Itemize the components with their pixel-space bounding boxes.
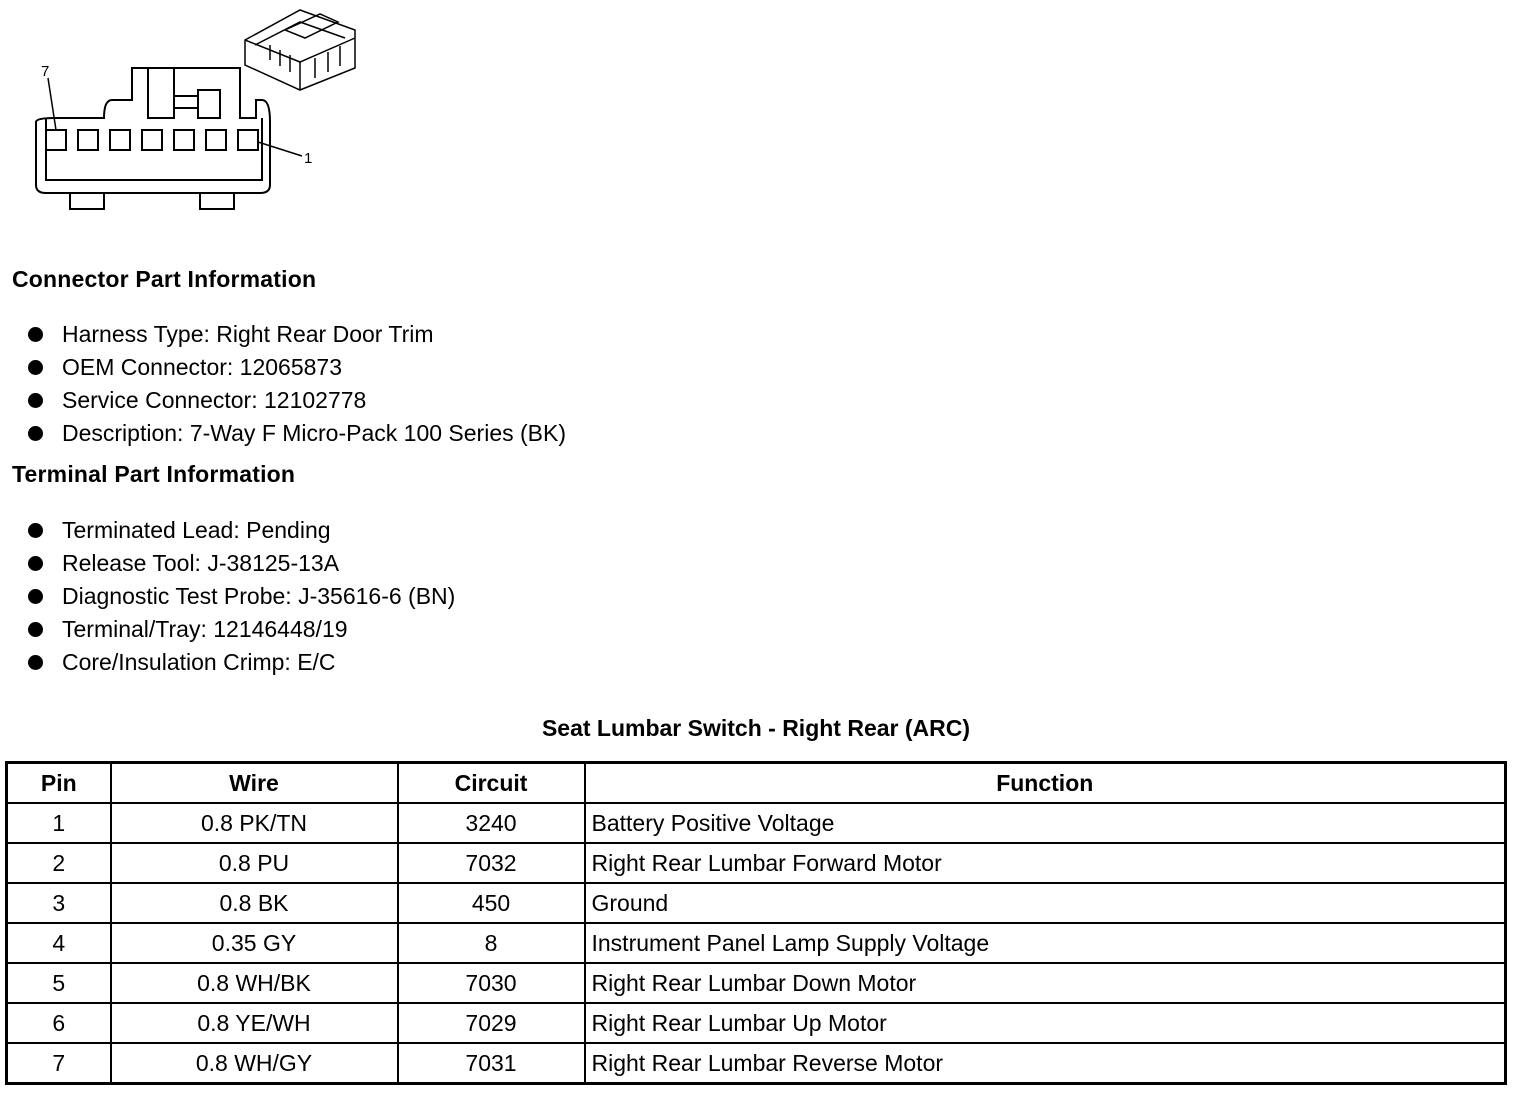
bullet-icon <box>28 556 43 571</box>
cell-function: Right Rear Lumbar Reverse Motor <box>585 1043 1506 1084</box>
connector-face-diagram <box>0 0 400 220</box>
list-item <box>28 351 566 384</box>
list-item-text: Harness Type: Right Rear Door Trim <box>62 321 434 347</box>
list-item-text: OEM Connector: 12065873 <box>62 354 343 380</box>
bullet-icon <box>28 589 43 604</box>
bullet-icon <box>28 622 43 637</box>
list-item-text: Service Connector: 12102778 <box>62 387 367 413</box>
cell-pin: 5 <box>7 963 111 1003</box>
table-row <box>7 963 1506 1003</box>
connector-body <box>36 68 270 209</box>
cell-function: Right Rear Lumbar Forward Motor <box>585 843 1506 883</box>
cell-circuit: 3240 <box>398 803 585 843</box>
cell-pin: 4 <box>7 923 111 963</box>
cell-wire: 0.8 PU <box>111 843 398 883</box>
list-item-text: Terminated Lead: Pending <box>62 517 331 543</box>
cell-function: Ground <box>585 883 1506 923</box>
cell-circuit: 7030 <box>398 963 585 1003</box>
cell-wire: 0.8 WH/GY <box>111 1043 398 1084</box>
list-item <box>28 514 455 547</box>
terminal-info-heading: Terminal Part Information <box>12 461 296 487</box>
pin-cavity-1 <box>238 130 258 150</box>
cell-function: Right Rear Lumbar Up Motor <box>585 1003 1506 1043</box>
table-row <box>7 883 1506 923</box>
connector-info-list <box>28 318 566 450</box>
pin-7-leader <box>48 78 56 130</box>
list-item-text: Core/Insulation Crimp: E/C <box>62 649 336 675</box>
cell-wire: 0.8 BK <box>111 883 398 923</box>
cell-circuit: 7032 <box>398 843 585 883</box>
cell-wire: 0.35 GY <box>111 923 398 963</box>
column-header-circuit: Circuit <box>398 763 585 804</box>
bullet-icon <box>28 426 43 441</box>
table-row <box>7 1043 1506 1084</box>
pin-cavity-2 <box>206 130 226 150</box>
table-title: Seat Lumbar Switch - Right Rear (ARC) <box>541 715 971 741</box>
pin-cavity-5 <box>110 130 130 150</box>
bullet-icon <box>28 327 43 342</box>
list-item-text: Diagnostic Test Probe: J-35616-6 (BN) <box>62 583 456 609</box>
cell-wire: 0.8 PK/TN <box>111 803 398 843</box>
list-item <box>28 318 566 351</box>
pin-cavities <box>46 130 258 150</box>
bullet-icon <box>28 360 43 375</box>
bullet-icon <box>28 393 43 408</box>
list-item-text: Terminal/Tray: 12146448/19 <box>62 616 348 642</box>
pin-label-7: 7 <box>41 63 50 80</box>
pin-cavity-7 <box>46 130 66 150</box>
bullet-icon <box>28 655 43 670</box>
cell-function: Right Rear Lumbar Down Motor <box>585 963 1506 1003</box>
connector-isometric-view <box>245 10 355 90</box>
cell-pin: 6 <box>7 1003 111 1043</box>
pin-cavity-6 <box>78 130 98 150</box>
cell-wire: 0.8 WH/BK <box>111 963 398 1003</box>
cell-pin: 7 <box>7 1043 111 1084</box>
list-item <box>28 580 455 613</box>
list-item <box>28 613 455 646</box>
table-row <box>7 803 1506 843</box>
table-row <box>7 1003 1506 1043</box>
cell-pin: 3 <box>7 883 111 923</box>
cell-pin: 1 <box>7 803 111 843</box>
list-item-text: Release Tool: J-38125-13A <box>62 550 340 576</box>
column-header-function: Function <box>585 763 1506 804</box>
column-header-pin: Pin <box>7 763 111 804</box>
cell-circuit: 7029 <box>398 1003 585 1043</box>
bullet-icon <box>28 523 43 538</box>
cell-function: Battery Positive Voltage <box>585 803 1506 843</box>
cell-wire: 0.8 YE/WH <box>111 1003 398 1043</box>
list-item-text: Description: 7-Way F Micro-Pack 100 Series (BK) <box>62 420 567 446</box>
table-row <box>7 923 1506 963</box>
cell-pin: 2 <box>7 843 111 883</box>
pinout-table <box>5 761 1507 1085</box>
table-header-row <box>7 763 1506 804</box>
cell-circuit: 8 <box>398 923 585 963</box>
cell-function: Instrument Panel Lamp Supply Voltage <box>585 923 1506 963</box>
cell-circuit: 450 <box>398 883 585 923</box>
pin-cavity-4 <box>142 130 162 150</box>
column-header-wire: Wire <box>111 763 398 804</box>
list-item <box>28 547 455 580</box>
list-item <box>28 384 566 417</box>
table-row <box>7 843 1506 883</box>
list-item <box>28 646 455 679</box>
terminal-info-list <box>28 514 455 679</box>
list-item <box>28 417 566 450</box>
pin-label-1: 1 <box>304 150 313 167</box>
cell-circuit: 7031 <box>398 1043 585 1084</box>
pin-1-leader <box>258 142 302 156</box>
pin-cavity-3 <box>174 130 194 150</box>
connector-info-heading: Connector Part Information <box>12 266 317 292</box>
